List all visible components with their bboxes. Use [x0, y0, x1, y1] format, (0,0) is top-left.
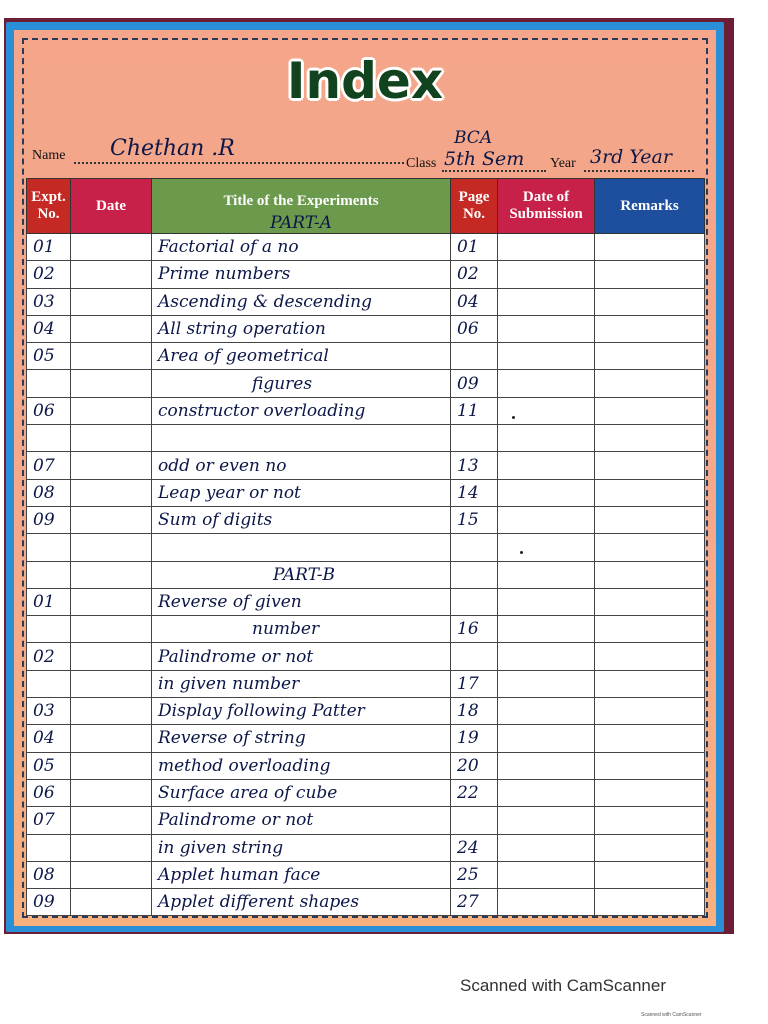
- date-cell: [71, 370, 152, 397]
- experiment-title-cell: All string operation: [152, 315, 451, 342]
- submission-date-cell: [498, 889, 595, 916]
- date-cell: [71, 561, 152, 588]
- date-cell: [71, 315, 152, 342]
- table-row: [27, 452, 705, 479]
- table-row: [27, 807, 705, 834]
- experiment-title-cell: [152, 534, 451, 561]
- header-page-no: Page No.: [451, 179, 498, 234]
- date-cell: [71, 261, 152, 288]
- experiment-title-cell: Prime numbers: [152, 261, 451, 288]
- page-title: Index: [286, 52, 444, 110]
- expt-no-cell: 06: [27, 397, 71, 424]
- remarks-cell: [595, 506, 705, 533]
- submission-date-cell: [498, 834, 595, 861]
- date-cell: [71, 725, 152, 752]
- remarks-cell: [595, 425, 705, 452]
- table-row: [27, 725, 705, 752]
- header-remarks: Remarks: [595, 179, 705, 234]
- date-cell: [71, 834, 152, 861]
- table-row: [27, 643, 705, 670]
- page-no-cell: 09: [451, 370, 498, 397]
- date-cell: [71, 616, 152, 643]
- experiment-title-cell: Factorial of a no: [152, 234, 451, 261]
- date-cell: [71, 643, 152, 670]
- expt-no-cell: 04: [27, 315, 71, 342]
- date-cell: [71, 452, 152, 479]
- table-row: [27, 425, 705, 452]
- experiment-title-cell: Applet different shapes: [152, 889, 451, 916]
- name-value: Chethan .R: [110, 136, 235, 161]
- remarks-cell: [595, 889, 705, 916]
- submission-date-cell: [498, 752, 595, 779]
- page-no-cell: 22: [451, 779, 498, 806]
- table-row: [27, 588, 705, 615]
- page-no-cell: 02: [451, 261, 498, 288]
- submission-date-cell: [498, 698, 595, 725]
- remarks-cell: [595, 397, 705, 424]
- remarks-cell: [595, 752, 705, 779]
- page-no-cell: [451, 561, 498, 588]
- expt-no-cell: 02: [27, 643, 71, 670]
- table-row: [27, 506, 705, 533]
- experiment-title-cell: Surface area of cube: [152, 779, 451, 806]
- remarks-cell: [595, 370, 705, 397]
- experiment-title-cell: in given number: [152, 670, 451, 697]
- submission-date-cell: [498, 288, 595, 315]
- table-row: [27, 670, 705, 697]
- experiment-title-cell: method overloading: [152, 752, 451, 779]
- expt-no-cell: 09: [27, 889, 71, 916]
- submission-date-cell: [498, 779, 595, 806]
- expt-no-cell: 03: [27, 288, 71, 315]
- table-row: [27, 343, 705, 370]
- date-cell: [71, 425, 152, 452]
- scan-speck: [512, 416, 515, 419]
- table-row: [27, 288, 705, 315]
- date-cell: [71, 807, 152, 834]
- table-row: [27, 752, 705, 779]
- table-row: [27, 779, 705, 806]
- page-no-cell: 04: [451, 288, 498, 315]
- remarks-cell: [595, 588, 705, 615]
- part-a-heading: PART-A: [270, 213, 332, 233]
- remarks-cell: [595, 452, 705, 479]
- table-header-row: [27, 179, 705, 234]
- expt-no-cell: 07: [27, 452, 71, 479]
- date-cell: [71, 889, 152, 916]
- page-no-cell: 13: [451, 452, 498, 479]
- header-title: [152, 179, 451, 234]
- date-cell: [71, 288, 152, 315]
- date-cell: [71, 670, 152, 697]
- page-no-cell: 15: [451, 506, 498, 533]
- table-row: [27, 370, 705, 397]
- remarks-cell: [595, 315, 705, 342]
- experiment-title-cell: Sum of digits: [152, 506, 451, 533]
- submission-date-cell: [498, 561, 595, 588]
- expt-no-cell: 05: [27, 343, 71, 370]
- date-cell: [71, 343, 152, 370]
- remarks-cell: [595, 779, 705, 806]
- remarks-cell: [595, 234, 705, 261]
- date-cell: [71, 534, 152, 561]
- experiment-title-cell: PART-B: [152, 561, 451, 588]
- expt-no-cell: [27, 834, 71, 861]
- experiment-title-cell: figures: [152, 370, 451, 397]
- expt-no-cell: 04: [27, 725, 71, 752]
- experiments-index-table: [26, 178, 705, 916]
- remarks-cell: [595, 479, 705, 506]
- experiment-title-cell: Palindrome or not: [152, 807, 451, 834]
- remarks-cell: [595, 725, 705, 752]
- page-no-cell: 11: [451, 397, 498, 424]
- page-no-cell: [451, 643, 498, 670]
- table-row: [27, 315, 705, 342]
- expt-no-cell: 01: [27, 588, 71, 615]
- page-no-cell: [451, 588, 498, 615]
- expt-no-cell: 06: [27, 779, 71, 806]
- page-no-cell: 20: [451, 752, 498, 779]
- submission-date-cell: [498, 807, 595, 834]
- experiment-title-cell: Reverse of given: [152, 588, 451, 615]
- expt-no-cell: 08: [27, 861, 71, 888]
- date-cell: [71, 752, 152, 779]
- page-no-cell: 27: [451, 889, 498, 916]
- submission-date-cell: [498, 425, 595, 452]
- class-label: Class: [406, 156, 437, 171]
- date-cell: [71, 588, 152, 615]
- expt-no-cell: [27, 370, 71, 397]
- page-no-cell: 24: [451, 834, 498, 861]
- table-row: [27, 261, 705, 288]
- remarks-cell: [595, 698, 705, 725]
- header-date: Date: [71, 179, 152, 234]
- year-value: 3rd Year: [590, 146, 672, 168]
- table-row: [27, 397, 705, 424]
- page-no-cell: 18: [451, 698, 498, 725]
- submission-date-cell: [498, 588, 595, 615]
- table-row: [27, 479, 705, 506]
- expt-no-cell: 09: [27, 506, 71, 533]
- table-row: [27, 861, 705, 888]
- experiment-title-cell: Display following Patter: [152, 698, 451, 725]
- remarks-cell: [595, 643, 705, 670]
- expt-no-cell: [27, 670, 71, 697]
- date-cell: [71, 234, 152, 261]
- remarks-cell: [595, 670, 705, 697]
- experiment-title-cell: number: [152, 616, 451, 643]
- remarks-cell: [595, 861, 705, 888]
- submission-date-cell: [498, 370, 595, 397]
- remarks-cell: [595, 616, 705, 643]
- name-label: Name: [32, 148, 66, 163]
- experiment-title-cell: Leap year or not: [152, 479, 451, 506]
- expt-no-cell: 02: [27, 261, 71, 288]
- remarks-cell: [595, 834, 705, 861]
- page-no-cell: [451, 807, 498, 834]
- expt-no-cell: 07: [27, 807, 71, 834]
- date-cell: [71, 698, 152, 725]
- page-no-cell: [451, 425, 498, 452]
- remarks-cell: [595, 261, 705, 288]
- expt-no-cell: [27, 534, 71, 561]
- table-row: [27, 698, 705, 725]
- experiment-title-cell: [152, 425, 451, 452]
- experiment-title-cell: in given string: [152, 834, 451, 861]
- page-no-cell: 06: [451, 315, 498, 342]
- submission-date-cell: [498, 861, 595, 888]
- expt-no-cell: 01: [27, 234, 71, 261]
- page-no-cell: 25: [451, 861, 498, 888]
- header-expt-no: Expt. No.: [27, 179, 71, 234]
- table-row: [27, 234, 705, 261]
- page-no-cell: 17: [451, 670, 498, 697]
- page-no-cell: 16: [451, 616, 498, 643]
- submission-date-cell: [498, 397, 595, 424]
- submission-date-cell: [498, 616, 595, 643]
- date-cell: [71, 506, 152, 533]
- class-dotted-line: [442, 170, 546, 172]
- scan-speck: [520, 551, 523, 554]
- expt-no-cell: 03: [27, 698, 71, 725]
- page-no-cell: [451, 534, 498, 561]
- name-dotted-line: [74, 162, 404, 164]
- table-row: [27, 616, 705, 643]
- header-title-text: Title of the Experiments: [223, 193, 379, 209]
- index-page: [14, 30, 716, 926]
- remarks-cell: [595, 343, 705, 370]
- expt-no-cell: 05: [27, 752, 71, 779]
- submission-date-cell: [498, 315, 595, 342]
- table-row: [27, 889, 705, 916]
- table-row: [27, 534, 705, 561]
- page-no-cell: 19: [451, 725, 498, 752]
- submission-date-cell: [498, 643, 595, 670]
- year-dotted-line: [584, 170, 694, 172]
- experiment-title-cell: constructor overloading: [152, 397, 451, 424]
- date-cell: [71, 397, 152, 424]
- page-no-cell: 01: [451, 234, 498, 261]
- experiment-title-cell: odd or even no: [152, 452, 451, 479]
- class-note: BCA: [454, 128, 493, 148]
- expt-no-cell: [27, 425, 71, 452]
- experiment-title-cell: Palindrome or not: [152, 643, 451, 670]
- year-label: Year: [550, 156, 576, 171]
- table-row: [27, 834, 705, 861]
- class-value: 5th Sem: [444, 148, 525, 170]
- submission-date-cell: [498, 234, 595, 261]
- date-cell: [71, 479, 152, 506]
- experiment-title-cell: Applet human face: [152, 861, 451, 888]
- submission-date-cell: [498, 725, 595, 752]
- expt-no-cell: 08: [27, 479, 71, 506]
- experiment-title-cell: Reverse of string: [152, 725, 451, 752]
- scanner-watermark-small: Scanned with CamScanner: [641, 1012, 702, 1018]
- scanner-watermark: Scanned with CamScanner: [460, 976, 667, 995]
- expt-no-cell: [27, 561, 71, 588]
- remarks-cell: [595, 534, 705, 561]
- experiment-title-cell: Ascending & descending: [152, 288, 451, 315]
- submission-date-cell: [498, 670, 595, 697]
- submission-date-cell: [498, 343, 595, 370]
- remarks-cell: [595, 561, 705, 588]
- page-no-cell: [451, 343, 498, 370]
- submission-date-cell: [498, 452, 595, 479]
- submission-date-cell: [498, 506, 595, 533]
- date-cell: [71, 861, 152, 888]
- date-cell: [71, 779, 152, 806]
- submission-date-cell: [498, 261, 595, 288]
- experiment-title-cell: Area of geometrical: [152, 343, 451, 370]
- expt-no-cell: [27, 616, 71, 643]
- remarks-cell: [595, 807, 705, 834]
- header-date-of-submission: Date of Submission: [498, 179, 595, 234]
- page-no-cell: 14: [451, 479, 498, 506]
- submission-date-cell: [498, 534, 595, 561]
- table-row: [27, 561, 705, 588]
- remarks-cell: [595, 288, 705, 315]
- submission-date-cell: [498, 479, 595, 506]
